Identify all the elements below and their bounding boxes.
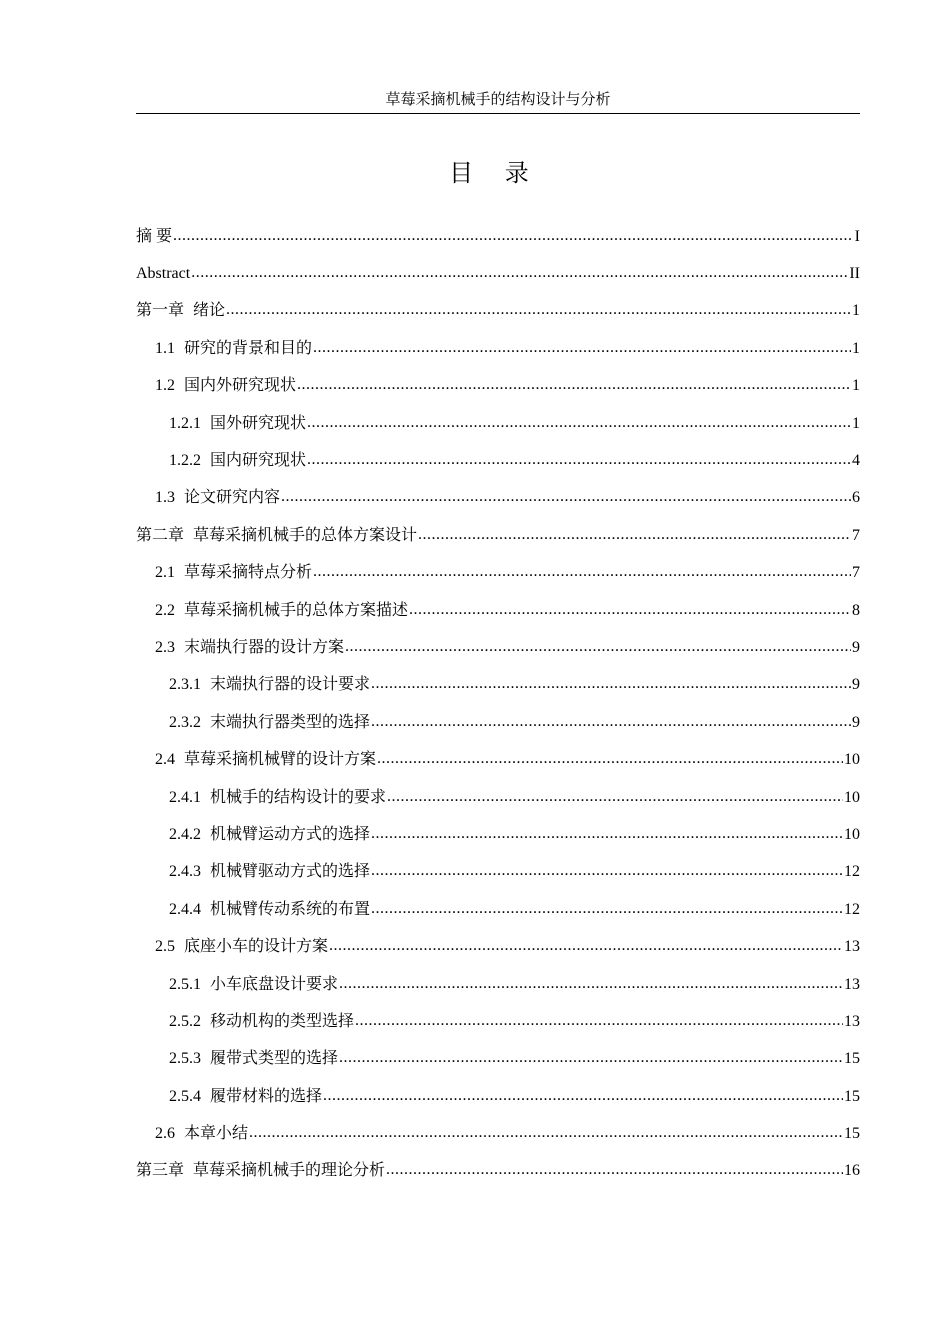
toc-entry[interactable]: [136, 368, 860, 405]
dot-leader: [418, 525, 851, 547]
toc-entry-label: 草莓采摘机械臂的设计方案: [184, 751, 377, 769]
toc-entry[interactable]: [136, 928, 860, 965]
toc-entry-page: 8: [852, 601, 860, 619]
toc-entry[interactable]: [136, 1041, 860, 1078]
toc-entry[interactable]: [136, 966, 860, 1003]
dot-leader: [226, 300, 851, 322]
toc-entry-label: 草莓采摘特点分析: [184, 564, 313, 582]
toc-entry[interactable]: [136, 704, 860, 741]
toc-entry-number: 1.2: [155, 377, 175, 395]
toc-entry[interactable]: [136, 480, 860, 517]
dot-leader: [307, 450, 851, 472]
dot-leader: [249, 1123, 843, 1145]
dot-leader: [371, 899, 843, 921]
toc-entry-number: 1.2.1: [169, 414, 201, 432]
toc-entry-number: 2.4.3: [169, 863, 201, 881]
toc-entry-number: 2.5.2: [169, 1012, 201, 1030]
toc-entry-label: 移动机构的类型选择: [210, 1012, 355, 1030]
toc-entry-number: 2.4: [155, 751, 175, 769]
toc-entry-page: 10: [844, 788, 860, 806]
toc-entry-page: 9: [852, 713, 860, 731]
toc-entry[interactable]: [136, 854, 860, 891]
toc-entry-label: 履带式类型的选择: [210, 1050, 339, 1068]
toc-entry-page: 7: [852, 526, 860, 544]
toc-entry-page: 12: [844, 900, 860, 918]
toc-entry-number: 1.2.2: [169, 452, 201, 470]
toc-entry-page: 9: [852, 676, 860, 694]
toc-entry[interactable]: [136, 1153, 860, 1190]
toc-entry-number: 2.1: [155, 564, 175, 582]
toc-entry[interactable]: [136, 891, 860, 928]
toc-entry-number: 2.5: [155, 938, 175, 956]
toc-entry[interactable]: [136, 442, 860, 479]
toc-entry-label: 末端执行器类型的选择: [210, 713, 371, 731]
toc-entry[interactable]: [136, 218, 860, 255]
dot-leader: [313, 562, 851, 584]
toc-entry-label: 研究的背景和目的: [184, 339, 313, 357]
dot-leader: [345, 637, 851, 659]
toc-entry-label: 草莓采摘机械手的总体方案设计: [193, 526, 418, 544]
toc-entry-number: 第二章: [136, 526, 185, 544]
dot-leader: [371, 712, 851, 734]
toc-entry-page: 1: [852, 414, 860, 432]
dot-leader: [387, 787, 843, 809]
toc-entry-label: 机械臂驱动方式的选择: [210, 863, 371, 881]
toc-entry-page: 1: [852, 339, 860, 357]
toc-entry[interactable]: [136, 629, 860, 666]
toc-entry-page: 6: [852, 489, 860, 507]
toc-entry-number: 2.3.2: [169, 713, 201, 731]
toc-entry-page: 7: [852, 564, 860, 582]
toc-entry-number: 2.4.1: [169, 788, 201, 806]
toc-entry-label: 末端执行器的设计方案: [184, 638, 345, 656]
toc-entry[interactable]: [136, 1003, 860, 1040]
toc-title: 目 录: [449, 159, 541, 187]
dot-leader: [377, 749, 843, 771]
toc-entry-label: 论文研究内容: [184, 489, 281, 507]
toc-entry-label: 国内研究现状: [210, 452, 307, 470]
toc-entry-number: 2.2: [155, 601, 175, 619]
toc-entry-number: 2.5.3: [169, 1050, 201, 1068]
toc-entry-label: 机械手的结构设计的要求: [210, 788, 387, 806]
toc-entry-number: 2.5.1: [169, 975, 201, 993]
toc-entry[interactable]: [136, 255, 860, 292]
toc-entry-number: 2.4.2: [169, 825, 201, 843]
toc-entry-label: 小车底盘设计要求: [210, 975, 339, 993]
dot-leader: [371, 824, 843, 846]
toc-entry-page: 10: [844, 825, 860, 843]
toc-entry-number: 第三章: [136, 1162, 185, 1180]
toc-entry[interactable]: [136, 667, 860, 704]
toc-entry-page: 16: [844, 1162, 860, 1180]
toc-entry-label: 本章小结: [184, 1125, 249, 1143]
dot-leader: [386, 1160, 843, 1182]
toc-entry-label: 底座小车的设计方案: [184, 938, 329, 956]
toc-entry-label: 机械臂运动方式的选择: [210, 825, 371, 843]
toc-entry-page: 15: [844, 1087, 860, 1105]
toc-entry-number: 1.1: [155, 339, 175, 357]
toc-entry[interactable]: [136, 1078, 860, 1115]
toc-entry-label: 机械臂传动系统的布置: [210, 900, 371, 918]
toc-entry-page: I: [854, 227, 860, 245]
dot-leader: [281, 487, 851, 509]
toc-entry[interactable]: [136, 330, 860, 367]
toc-entry-label: 履带材料的选择: [210, 1087, 323, 1105]
dot-leader: [329, 936, 843, 958]
dot-leader: [409, 600, 851, 622]
dot-leader: [313, 338, 851, 360]
toc-entry-number: 2.3: [155, 638, 175, 656]
toc-entry[interactable]: [136, 779, 860, 816]
toc-entry-page: 1: [852, 377, 860, 395]
toc-entry-label: 草莓采摘机械手的总体方案描述: [184, 601, 409, 619]
toc-entry[interactable]: [136, 1115, 860, 1152]
toc-entry-page: 13: [844, 938, 860, 956]
toc-entry-number: 2.6: [155, 1125, 175, 1143]
toc-entry[interactable]: [136, 555, 860, 592]
toc-entry-label: 末端执行器的设计要求: [210, 676, 371, 694]
toc-entry-page: 13: [844, 1012, 860, 1030]
dot-leader: [339, 1048, 843, 1070]
toc-entry-label: 摘 要: [136, 227, 173, 245]
toc-list: [136, 218, 860, 1190]
dot-leader: [355, 1011, 843, 1033]
toc-entry[interactable]: [136, 592, 860, 629]
toc-entry-page: 15: [844, 1050, 860, 1068]
toc-entry[interactable]: [136, 517, 860, 554]
toc-entry-label: 国内外研究现状: [184, 377, 297, 395]
toc-entry-page: II: [849, 265, 860, 283]
dot-leader: [339, 974, 843, 996]
toc-entry-page: 1: [852, 302, 860, 320]
toc-entry-page: 13: [844, 975, 860, 993]
toc-entry-number: 第一章: [136, 302, 185, 320]
toc-entry-page: 15: [844, 1125, 860, 1143]
dot-leader: [371, 674, 851, 696]
dot-leader: [173, 226, 851, 248]
toc-entry-number: 1.3: [155, 489, 175, 507]
toc-entry-label: 绪论: [193, 302, 226, 320]
dot-leader: [323, 1086, 843, 1108]
dot-leader: [297, 375, 851, 397]
toc-entry[interactable]: [136, 405, 860, 442]
dot-leader: [307, 413, 851, 435]
toc-entry[interactable]: [136, 293, 860, 330]
toc-entry-number: 2.4.4: [169, 900, 201, 918]
toc-entry-page: 10: [844, 751, 860, 769]
dot-leader: [191, 263, 848, 285]
toc-entry-page: 9: [852, 638, 860, 656]
toc-entry-number: 2.3.1: [169, 676, 201, 694]
header-rule: [136, 113, 860, 114]
toc-entry-page: 12: [844, 863, 860, 881]
toc-entry-label: 国外研究现状: [210, 414, 307, 432]
running-header: 草莓采摘机械手的结构设计与分析: [385, 92, 611, 108]
toc-entry-label: 草莓采摘机械手的理论分析: [193, 1162, 386, 1180]
toc-entry[interactable]: [136, 816, 860, 853]
toc-entry[interactable]: [136, 741, 860, 778]
dot-leader: [371, 861, 843, 883]
toc-entry-number: 2.5.4: [169, 1087, 201, 1105]
toc-entry-label: Abstract: [136, 265, 191, 283]
toc-entry-page: 4: [852, 452, 860, 470]
